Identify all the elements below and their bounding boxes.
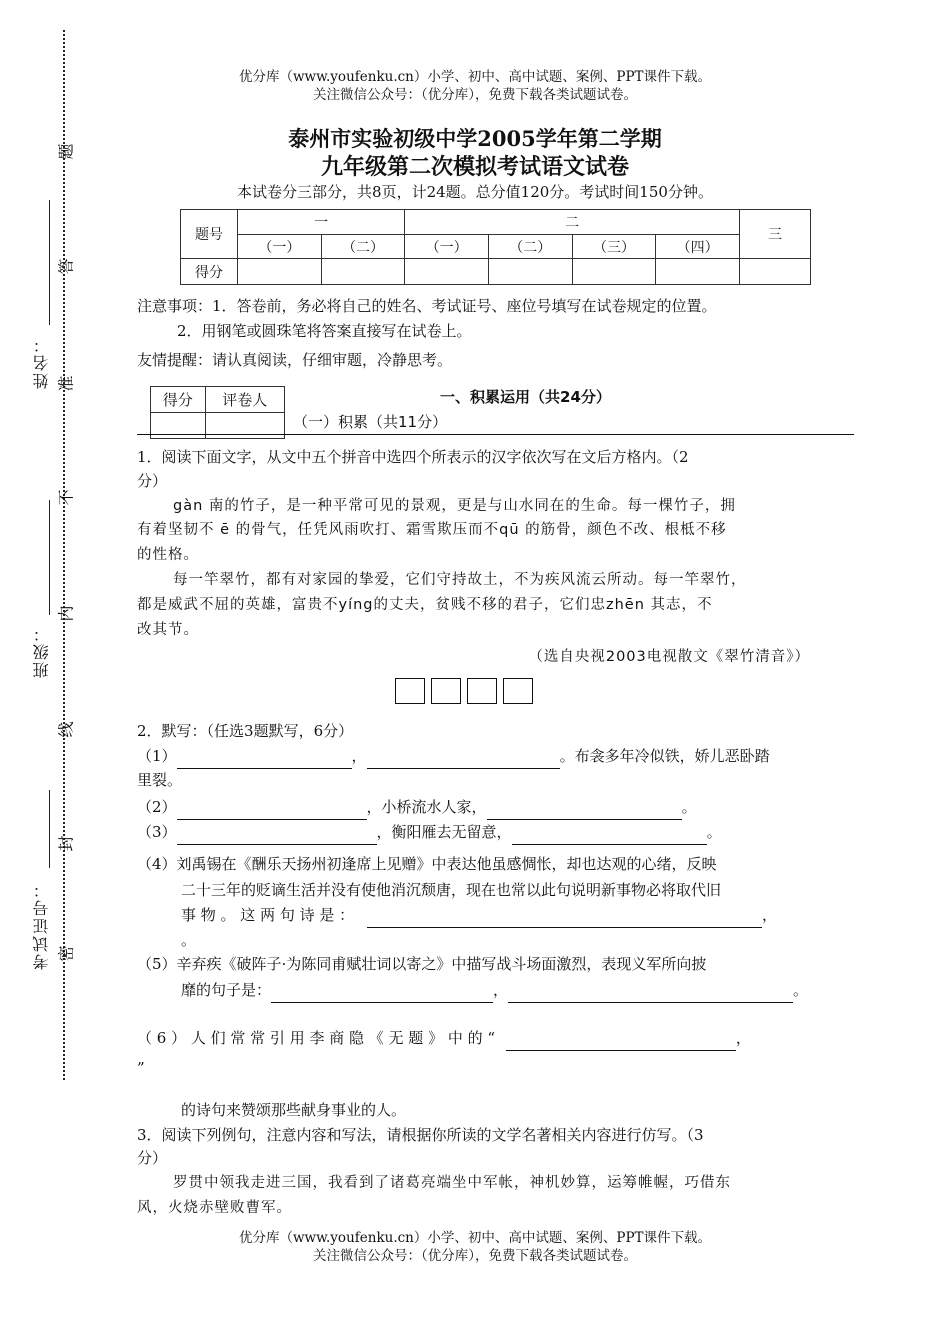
q1-stem-b: 分） (137, 472, 168, 490)
sub-header: （二） (321, 235, 405, 259)
score-cell[interactable] (321, 259, 405, 285)
comma: ， (493, 981, 509, 999)
q2-s1-num: （1） (137, 747, 177, 765)
q1-p2-l1: 每一竿翠竹，都有对家园的挚爱，它们守持故土，不为疾风流云所动。每一竿翠竹， (173, 572, 747, 588)
blank-6a[interactable] (506, 1034, 736, 1051)
comma: ， (351, 747, 367, 765)
q2-s3-mid: ，衡阳雁去无留意， (376, 823, 512, 841)
sub-header: （三） (572, 235, 656, 259)
sub-header: （二） (488, 235, 572, 259)
q2-s6-l1 (137, 1026, 817, 1051)
score-cell[interactable] (572, 259, 656, 285)
blank-1a[interactable] (177, 752, 352, 769)
period: 。 (706, 823, 722, 841)
seal-char-7: 封 (56, 835, 76, 852)
q1-source: （选自央视2003电视散文《翠竹清音》） (528, 649, 810, 665)
seal-char-3: 准 (56, 375, 76, 392)
section-2-header: 二 (405, 210, 740, 235)
sub-header: （四） (656, 235, 740, 259)
blank-2b[interactable] (487, 803, 682, 820)
blank-5a[interactable] (271, 986, 493, 1003)
binding-dotted-line (63, 30, 65, 1080)
section-1-sub: （一）积累（共11分） (293, 413, 448, 431)
q2-s3-num: （3） (137, 823, 177, 841)
class-label: 班级： (32, 624, 51, 678)
blank-3a[interactable] (177, 828, 377, 845)
friendly-tip: 友情提醒：请认真阅读，仔细审题，冷静思考。 (137, 351, 453, 369)
q2-s4-l1: （4）刘禹锡在《酬乐天扬州初逢席上见赠》中表达他虽感惆怅，却也达观的心绪，反映 (137, 855, 717, 873)
note-1: 注意事项：1．答卷前，务必将自己的姓名、考试证号、座位号填写在试卷规定的位置。 (137, 297, 717, 315)
q2-s5-l2-text: 靡的句子是： (181, 981, 272, 999)
seal-char-8: 密 (56, 945, 76, 962)
q2-s2 (137, 795, 817, 820)
sub-header: （一） (405, 235, 489, 259)
section-1-title: 一、积累运用（共24分） (440, 388, 611, 406)
blank-2a[interactable] (177, 803, 367, 820)
comma: ， (735, 1029, 751, 1047)
section-3-header: 三 (740, 210, 811, 259)
score-table (180, 209, 811, 285)
grader-name-label: 评卷人 (205, 387, 284, 413)
grader-score-label: 得分 (151, 387, 206, 413)
seal-char-6: 线 (56, 721, 76, 738)
q1-p1-l1: gàn 南的竹子，是一种平常可见的景观，更是与山水同在的生命。每一棵竹子，拥 (173, 498, 736, 514)
score-cell[interactable] (656, 259, 740, 285)
blank-4a[interactable] (367, 911, 762, 928)
seal-char-2: 答 (56, 258, 76, 275)
footer-line-2: 关注微信公众号：（优分库），免费下载各类试题试卷。 (313, 1248, 637, 1264)
blank-3b[interactable] (512, 828, 707, 845)
sub-header: （一） (238, 235, 322, 259)
q2-s4-l3 (181, 903, 821, 928)
answer-box-4[interactable] (503, 678, 533, 704)
name-label: 姓名： (32, 335, 51, 389)
q2-s1 (137, 744, 817, 769)
section-divider (137, 434, 854, 435)
q2-s2-num: （2） (137, 798, 177, 816)
q1-p1-l3: 的性格。 (137, 547, 199, 563)
q2-s4-l3-text: 事 物 。 这 两 句 诗 是 ： (181, 906, 355, 924)
q2-s5-l2 (181, 978, 831, 1003)
q2-s2-mid: ，小桥流水人家， (366, 798, 487, 816)
q2-s1-l2: 里裂。 (137, 771, 183, 789)
q1-p2-l2: 都是威武不屈的英雄，富贵不yíng的丈夫，贫贱不移的君子，它们忠zhēn 其志，不 (137, 597, 713, 613)
q1-p2-l3: 改其节。 (137, 622, 199, 638)
q2-s6-l3: 的诗句来赞颂那些献身事业的人。 (181, 1101, 407, 1119)
q1-stem-a: 1．阅读下面文字，从文中五个拼音中选四个所表示的汉字依次写在文后方格内。（2 (137, 448, 689, 466)
grader-table (150, 386, 285, 439)
seal-char-1: 题 (56, 143, 76, 160)
seal-char-4: 不 (56, 489, 76, 506)
exam-info: 本试卷分三部分，共8页，计24题。总分值120分。考试时间150分钟。 (237, 183, 713, 201)
score-cell[interactable] (488, 259, 572, 285)
footer-line-1: 优分库（www.youfenku.cn）小学、初中、高中试题、案例、PPT课件下载。 (238, 1230, 712, 1246)
q2-s3 (137, 820, 817, 845)
answer-box-3[interactable] (467, 678, 497, 704)
exam-title: 九年级第二次模拟考试语文试卷 (320, 154, 629, 180)
exam-no-label: 考试证号： (32, 880, 51, 970)
answer-box-2[interactable] (431, 678, 461, 704)
row-label-score: 得分 (181, 259, 238, 285)
comma: ， (761, 906, 777, 924)
q1-p1-l2: 有着坚韧不 ē 的骨气，任凭风雨吹打、霜雪欺压而不qū 的筋骨，颜色不改、根柢不移 (137, 522, 727, 538)
section-1-header: 一 (238, 210, 405, 235)
score-cell[interactable] (238, 259, 322, 285)
answer-box-1[interactable] (395, 678, 425, 704)
q3-stem-b: 分） (137, 1149, 168, 1167)
score-cell[interactable] (405, 259, 489, 285)
q2-s4-end: 。 (181, 931, 197, 949)
header-line-1: 优分库（www.youfenku.cn）小学、初中、高中试题、案例、PPT课件下载。 (238, 69, 712, 85)
q3-stem-a: 3．阅读下列例句，注意内容和写法，请根据你所读的文学名著相关内容进行仿写。（3 (137, 1126, 704, 1144)
exam-no-blank (49, 790, 50, 868)
q2-s6-l2: ” (137, 1059, 145, 1077)
note-2: 2．用钢笔或圆珠笔将答案直接写在试卷上。 (177, 322, 472, 340)
blank-5b[interactable] (508, 986, 793, 1003)
q2-s5-l1: （5）辛弃疾《破阵子·为陈同甫赋壮词以寄之》中描写战斗场面激烈，表现义军所向披 (137, 955, 707, 973)
period: 。 (793, 981, 809, 999)
q3-example-l1: 罗贯中领我走进三国，我看到了诸葛亮端坐中军帐，神机妙算，运筹帷幄，巧借东 (173, 1175, 731, 1191)
seal-char-5: 内 (56, 605, 76, 622)
class-blank (49, 500, 50, 615)
period: 。 (681, 798, 697, 816)
score-cell[interactable] (740, 259, 811, 285)
q2-s4-l2: 二十三年的贬谪生活并没有使他消沉颓唐，现在也常以此句说明新事物必将取代旧 (181, 881, 722, 899)
school-title: 泰州市实验初级中学2005学年第二学期 (288, 126, 662, 151)
blank-1b[interactable] (367, 752, 560, 769)
name-blank (49, 200, 50, 325)
q2-s6-text: （ 6 ） 人 们 常 常 引 用 李 商 隐 《 无 题 》 中 的 “ (137, 1029, 496, 1047)
q2-s1-tail: 。布衾多年冷似铁，娇儿恶卧踏 (559, 747, 770, 765)
header-line-2: 关注微信公众号：（优分库），免费下载各类试题试卷。 (313, 87, 637, 103)
q2-stem: 2．默写：（任选3题默写，6分） (137, 722, 354, 740)
q3-example-l2: 风，火烧赤壁败曹军。 (137, 1200, 292, 1216)
row-label-question: 题号 (181, 210, 238, 259)
